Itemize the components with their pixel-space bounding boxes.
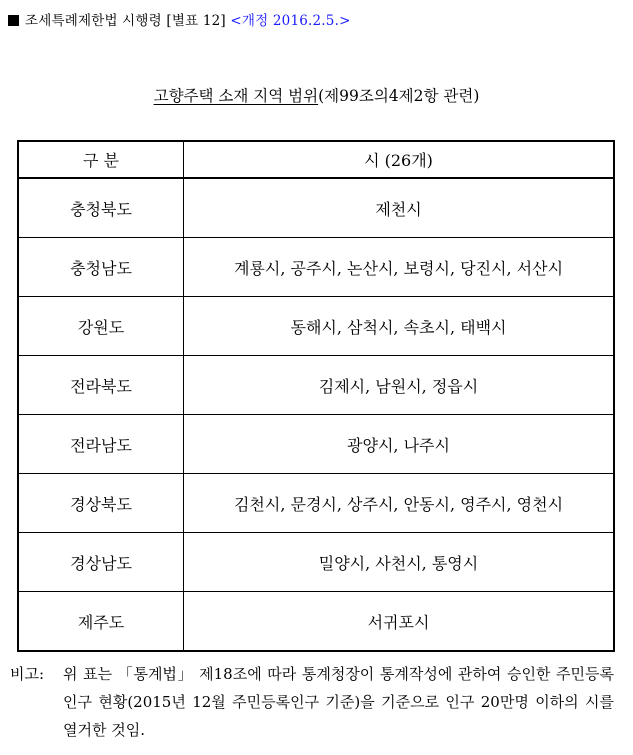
annex-header-text: 조세특례제한법 시행령 [별표 12] [25, 13, 226, 29]
cities-cell: 동해시, 삼척시, 속초시, 태백시 [184, 297, 615, 356]
province-cell: 강원도 [18, 297, 184, 356]
province-cell: 전라북도 [18, 356, 184, 415]
square-bullet-icon [8, 15, 19, 26]
cities-cell: 광양시, 나주시 [184, 415, 615, 474]
table-row [18, 178, 614, 238]
province-cell: 경상남도 [18, 533, 184, 592]
table-row [18, 474, 614, 533]
table-header-row [18, 141, 614, 178]
province-cell: 제주도 [18, 592, 184, 652]
region-table [17, 140, 615, 652]
document-title [0, 84, 633, 106]
province-cell: 충청남도 [18, 238, 184, 297]
cities-cell: 김천시, 문경시, 상주시, 안동시, 영주시, 영천시 [184, 474, 615, 533]
table-row [18, 592, 614, 652]
cities-cell: 밀양시, 사천시, 통영시 [184, 533, 615, 592]
cities-cell: 서귀포시 [184, 592, 615, 652]
amendment-date: <개정 2016.2.5.> [230, 13, 351, 29]
table-row [18, 533, 614, 592]
province-cell: 경상북도 [18, 474, 184, 533]
column-header-division: 구 분 [18, 141, 184, 178]
remarks [10, 660, 614, 744]
remarks-text: 위 표는 「통계법」 제18조에 따라 통계청장이 통계작성에 관하여 승인한 주민등록인구 현황(2015년 12월 주민등록인구 기준)을 기준으로 인구 20만명 이하의 시를 열거한 것임. [63, 665, 614, 739]
column-header-cities: 시 (26개) [184, 141, 615, 178]
table-row [18, 297, 614, 356]
annex-header [8, 9, 351, 29]
table-row [18, 238, 614, 297]
province-cell: 전라남도 [18, 415, 184, 474]
province-cell: 충청북도 [18, 178, 184, 238]
document-title-sub: (제99조의4제2항 관련) [318, 87, 480, 105]
table-row [18, 356, 614, 415]
table-row [18, 415, 614, 474]
remarks-label: 비고: [10, 665, 45, 683]
cities-cell: 김제시, 남원시, 정읍시 [184, 356, 615, 415]
cities-cell: 제천시 [184, 178, 615, 238]
cities-cell: 계룡시, 공주시, 논산시, 보령시, 당진시, 서산시 [184, 238, 615, 297]
document-title-main: 고향주택 소재 지역 범위 [153, 87, 319, 105]
